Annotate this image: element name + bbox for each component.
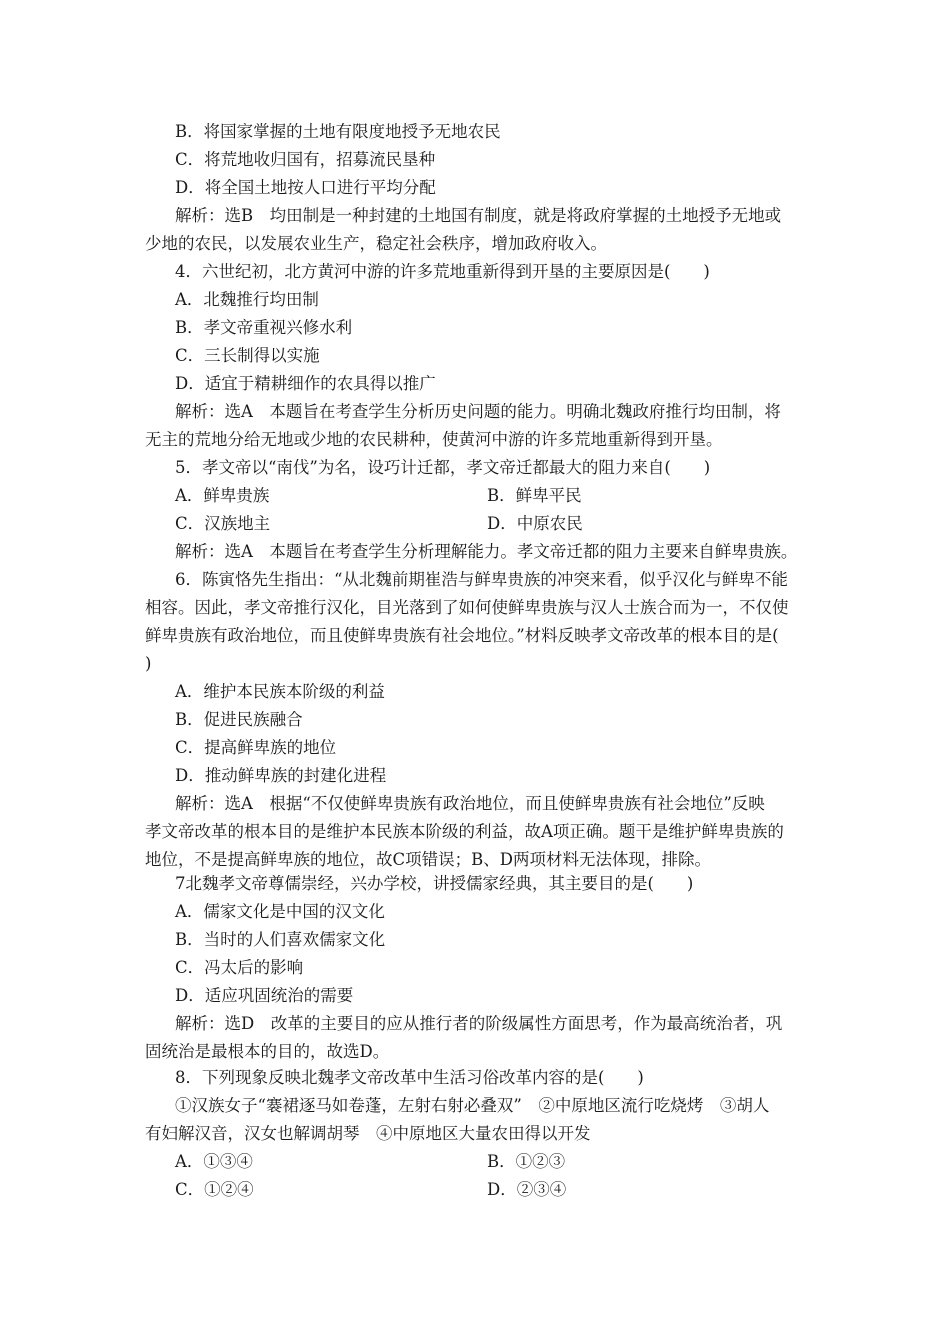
q4-option-a: A．北魏推行均田制 — [175, 290, 319, 309]
q7-option-a: A．儒家文化是中国的汉文化 — [175, 902, 385, 921]
q7-stem: 7北魏孝文帝尊儒崇经，兴办学校，讲授儒家经典，其主要目的是( ) — [175, 874, 694, 893]
q8-stem: 8．下列现象反映北魏孝文帝改革中生活习俗改革内容的是( ) — [175, 1068, 644, 1087]
q6-stem-line: 6．陈寅恪先生指出：“从北魏前期崔浩与鲜卑贵族的冲突来看，似乎汉化与鲜卑不能 — [175, 570, 788, 589]
q6-stem-line: 相容。因此，孝文帝推行汉化，目光落到了如何使鲜卑贵族与汉人士族合而为一，不仅使 — [145, 598, 789, 617]
q5-option-b: B．鲜卑平民 — [487, 486, 582, 505]
q6-option-a: A．维护本民族本阶级的利益 — [175, 682, 385, 701]
q6-option-c: C．提高鲜卑族的地位 — [175, 738, 337, 757]
q4-option-b: B．孝文帝重视兴修水利 — [175, 318, 353, 337]
q7-analysis-line: 固统治是最根本的目的，故选D。 — [145, 1042, 390, 1061]
q4-stem: 4．六世纪初，北方黄河中游的许多荒地重新得到开垦的主要原因是( ) — [175, 262, 710, 281]
q7-option-b: B．当时的人们喜欢儒家文化 — [175, 930, 386, 949]
q6-option-b: B．促进民族融合 — [175, 710, 303, 729]
q8-option-d: D．②③④ — [487, 1180, 567, 1199]
q4-option-d: D．适宜于精耕细作的农具得以推广 — [175, 374, 436, 393]
q3-option-b: B．将国家掌握的土地有限度地授予无地农民 — [175, 122, 501, 141]
q7-option-c: C．冯太后的影响 — [175, 958, 304, 977]
q6-analysis-line: 孝文帝改革的根本目的是维护本民族本阶级的利益，故A项正确。题干是维护鲜卑贵族的 — [145, 822, 784, 841]
q4-analysis-line: 解析：选A 本题旨在考查学生分析历史问题的能力。明确北魏政府推行均田制，将 — [175, 402, 781, 421]
q8-option-a: A．①③④ — [175, 1152, 253, 1171]
q3-option-c: C．将荒地收归国有，招募流民垦种 — [175, 150, 436, 169]
q5-options-row — [0, 482, 950, 510]
q6-stem-line: ) — [145, 654, 152, 673]
q8-option-c: C．①②④ — [175, 1180, 254, 1199]
q6-option-d: D．推动鲜卑族的封建化进程 — [175, 766, 387, 785]
q6-analysis-line: 解析：选A 根据“不仅使鲜卑贵族有政治地位，而且使鲜卑贵族有社会地位”反映 — [175, 794, 765, 813]
q5-option-d: D．中原农民 — [487, 514, 583, 533]
q5-option-a: A．鲜卑贵族 — [175, 486, 270, 505]
q8-option-b: B．①②③ — [487, 1152, 566, 1171]
q4-option-c: C．三长制得以实施 — [175, 346, 320, 365]
q6-stem-line: 鲜卑贵族有政治地位，而且使鲜卑贵族有社会地位。”材料反映孝文帝改革的根本目的是( — [145, 626, 779, 645]
q8-material-line: 有妇解汉音，汉女也解调胡琴 ④中原地区大量农田得以开发 — [145, 1124, 591, 1143]
q5-options-row — [0, 510, 950, 538]
q5-stem: 5．孝文帝以“南伐”为名，设巧计迁都，孝文帝迁都最大的阻力来自( ) — [175, 458, 711, 477]
q3-analysis-line: 少地的农民，以发展农业生产，稳定社会秩序，增加政府收入。 — [145, 234, 607, 253]
q5-option-c: C．汉族地主 — [175, 514, 271, 533]
q7-analysis-line: 解析：选D 改革的主要目的应从推行者的阶级属性方面思考，作为最高统治者，巩 — [175, 1014, 783, 1033]
q4-analysis-line: 无主的荒地分给无地或少地的农民耕种，使黄河中游的许多荒地重新得到开垦。 — [145, 430, 723, 449]
q8-material-line: ①汉族女子“褰裙逐马如卷蓬，左射右射必叠双” ②中原地区流行吃烧烤 ③胡人 — [175, 1096, 770, 1115]
q7-option-d: D．适应巩固统治的需要 — [175, 986, 354, 1005]
q3-analysis-line: 解析：选B 均田制是一种封建的土地国有制度，就是将政府掌握的土地授予无地或 — [175, 206, 782, 225]
q8-options-row — [0, 1148, 950, 1176]
q8-options-row — [0, 1176, 950, 1204]
q3-option-d: D．将全国土地按人口进行平均分配 — [175, 178, 436, 197]
q5-analysis: 解析：选A 本题旨在考查学生分析理解能力。孝文帝迁都的阻力主要来自鲜卑贵族。 — [175, 542, 798, 561]
q6-analysis-line: 地位，不是提高鲜卑族的地位，故C项错误；B、D两项材料无法体现，排除。 — [145, 850, 711, 869]
